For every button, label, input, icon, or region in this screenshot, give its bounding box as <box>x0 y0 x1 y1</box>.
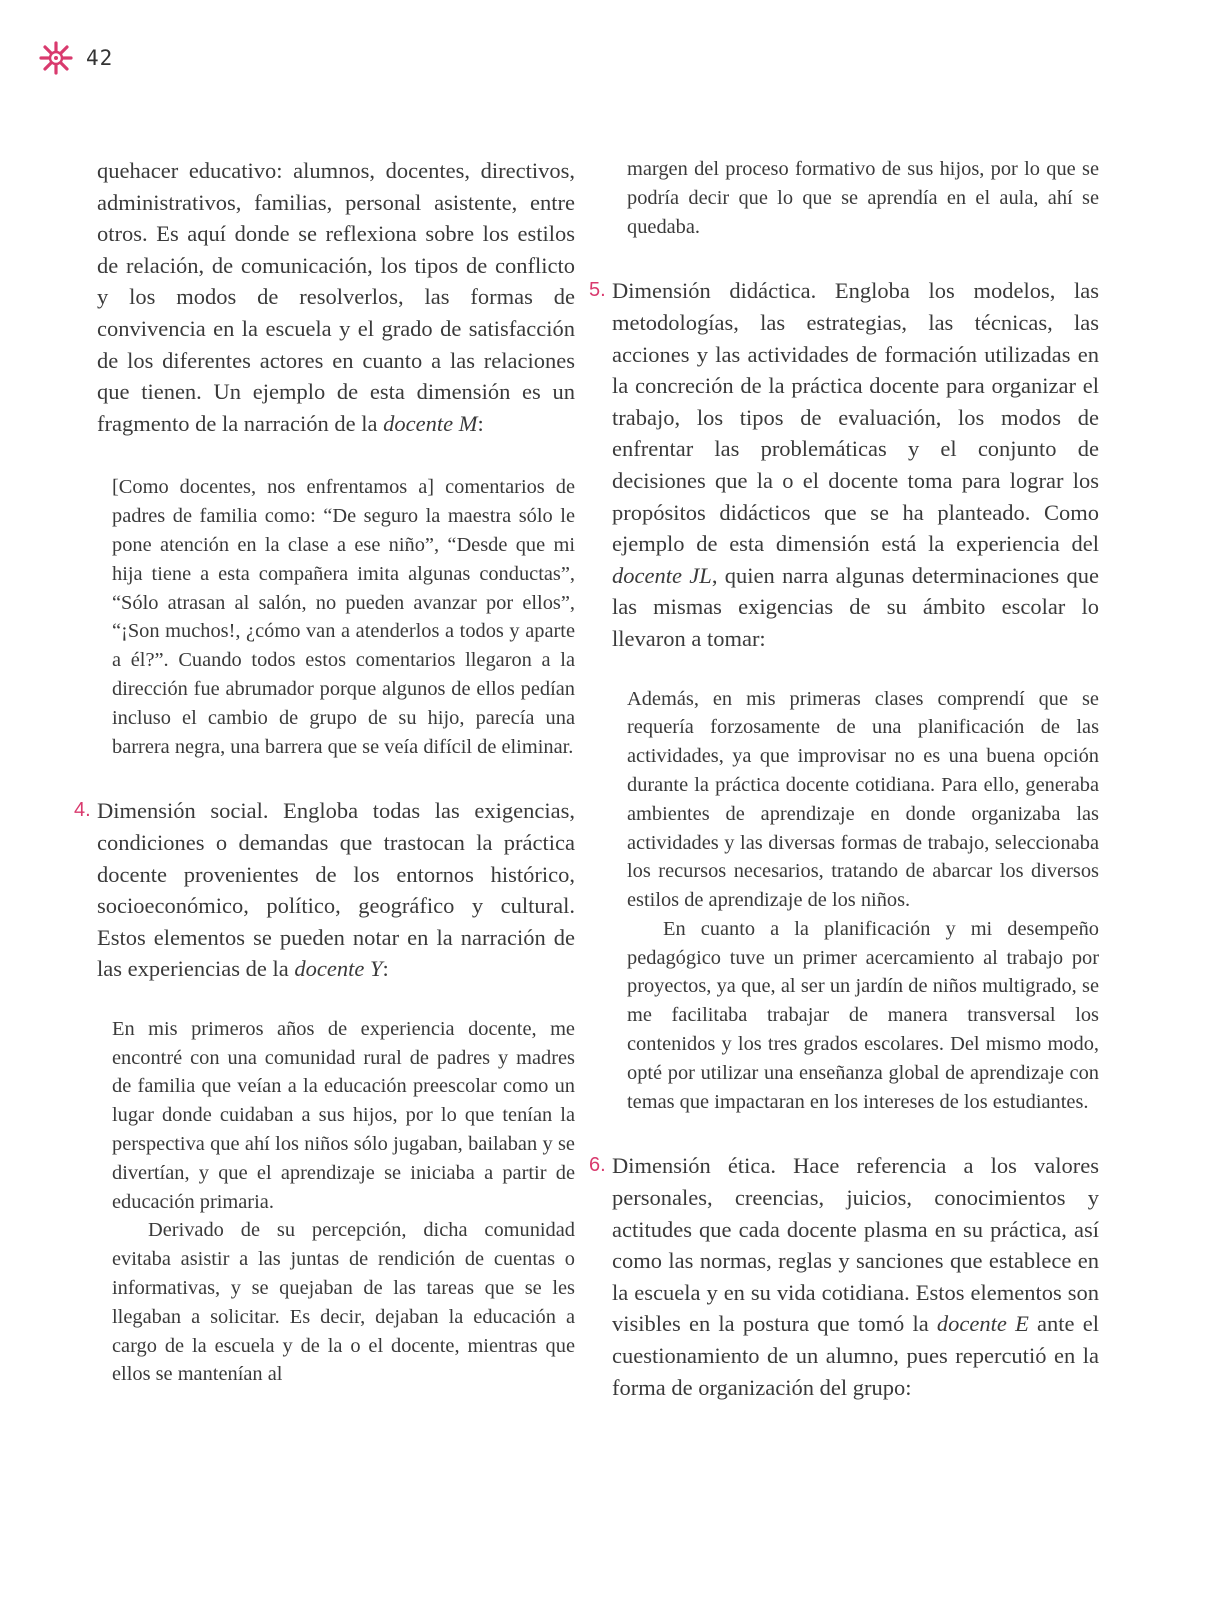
list-item-6-ethical-dimension: 6. Dimensión ética. Hace referencia a los valores personales, creencias, juicios, conocimientos y actitudes que cada docente plasma en su práctica, así como las normas, reglas y sanciones que establece en la escuela y en su vida cotidiana. Estos elementos son visibles en la postura que tomó la docente E ante el cuestionamiento de un alumno, pues repercutió en la forma de organización del grupo: <box>612 1150 1099 1403</box>
docente-m-name: docente M <box>383 410 478 436</box>
page-header <box>38 40 113 76</box>
quote-docente-m: [Como docentes, nos enfrentamos a] comentarios de padres de familia como: “De seguro la maestra sólo le pone atención en la clase a ese niño”, “Desde que mi hija tiene a esta compañera imita algunas conductas”, “Sólo atrasan al salón, no pueden avanzar por ellos”, “¡Son muchos!, ¿cómo van a atenderlos a todos y aparte a él?”. Cuando todos estos comentarios llegaron a la dirección fue abrumador porque algunos de ellos pedían incluso el cambio de grupo de su hijo, parecía una barrera negra, una barrera que se veía difícil de eliminar. <box>112 476 575 758</box>
list-number: 5. <box>589 279 606 302</box>
list-number: 6. <box>589 1154 606 1177</box>
docente-jl-name: docente JL <box>612 562 712 588</box>
list-item-4-social-dimension: 4. Dimensión social. Engloba todas las exigencias, condiciones o demandas que trastocan la práctica docente provenientes de los entornos histórico, socioeconómico, político, geográfico y cultural. Estos elementos se pueden notar en la narración de las experiencias de la docente Y: <box>97 795 575 985</box>
list-number: 4. <box>74 799 91 822</box>
quote-docente-y-continued: margen del proceso formativo de sus hijos, por lo que se podría decir que lo que se aprendía en el aula, ahí se quedaba. <box>627 158 1099 238</box>
docente-y-name: docente Y <box>294 956 383 982</box>
left-column <box>74 155 575 1389</box>
quote-docente-jl: Además, en mis primeras clases comprendí que se requería forzosamente de una planificación de las actividades, ya que improvisar no es una buena opción durante la práctica docente cotidiana. Para ello, generaba ambientes de aprendizaje en donde organizaba las actividades y las diversas formas de trabajo, seleccionaba los recursos necesarios, tratando de abarcar los diversos estilos de aprendizaje de los niños. En cuanto a la planificación y mi desempeño pedagógico tuve un primer acercamiento al trabajo por proyectos, ya que, al ser un jardín de niños multigrado, se me facilitaba trabajar de manera transversal los contenidos y los tres grados escolares. Del mismo modo, opté por utilizar una enseñanza global de aprendizaje con temas que impactaran en los intereses de los estudiantes. <box>627 687 1099 1113</box>
list-item-5-didactic-dimension: 5. Dimensión didáctica. Engloba los modelos, las metodologías, las estrategias, las técnicas, las acciones y las actividades de formación utilizadas en la concreción de la práctica docente para organizar el trabajo, los tipos de evaluación, los modos de enfrentar las problemáticas y el conjunto de decisiones que la o el docente toma para lograr los propósitos didácticos que se ha planteado. Como ejemplo de esta dimensión está la experiencia del docente JL, quien narra algunas determinaciones que las mismas exigencias de su ámbito escolar lo llevaron a tomar: <box>612 275 1099 654</box>
paragraph-relational-dimension: quehacer educativo: alumnos, docentes, directivos, administrativos, familias, personal asistente, entre otros. Es aquí donde se reflexiona sobre los estilos de relación, de comunicación, los tipos de conflicto y los modos de resolverlos, las formas de convivencia en la escuela y el grado de satisfacción de los diferentes actores en cuanto a las relaciones que tienen. Un ejemplo de esta dimensión es un fragmento de la narración de la docente M: <box>97 158 575 436</box>
docente-e-name: docente E <box>936 1311 1029 1337</box>
right-column <box>589 155 1099 1403</box>
asterisk-flower-icon <box>38 40 74 76</box>
quote-docente-y: En mis primeros años de experiencia docente, me encontré con una comunidad rural de padres y madres de familia que veían a la educación preescolar como un lugar donde cuidaban a sus hijos, por lo que tenían la perspectiva que ahí los niños sólo jugaban, bailaban y se divertían, y que el aprendizaje se iniciaba a partir de educación primaria. Derivado de su percepción, dicha comunidad evitaba asistir a las juntas de rendición de cuentas o informativas, y se quejaban de las tareas que se les llegaban a solicitar. Es decir, dejaban la educación a cargo de la escuela y de la o el docente, mientras que ellos se mantenían al <box>112 1017 575 1386</box>
page-number: 42 <box>86 46 114 70</box>
